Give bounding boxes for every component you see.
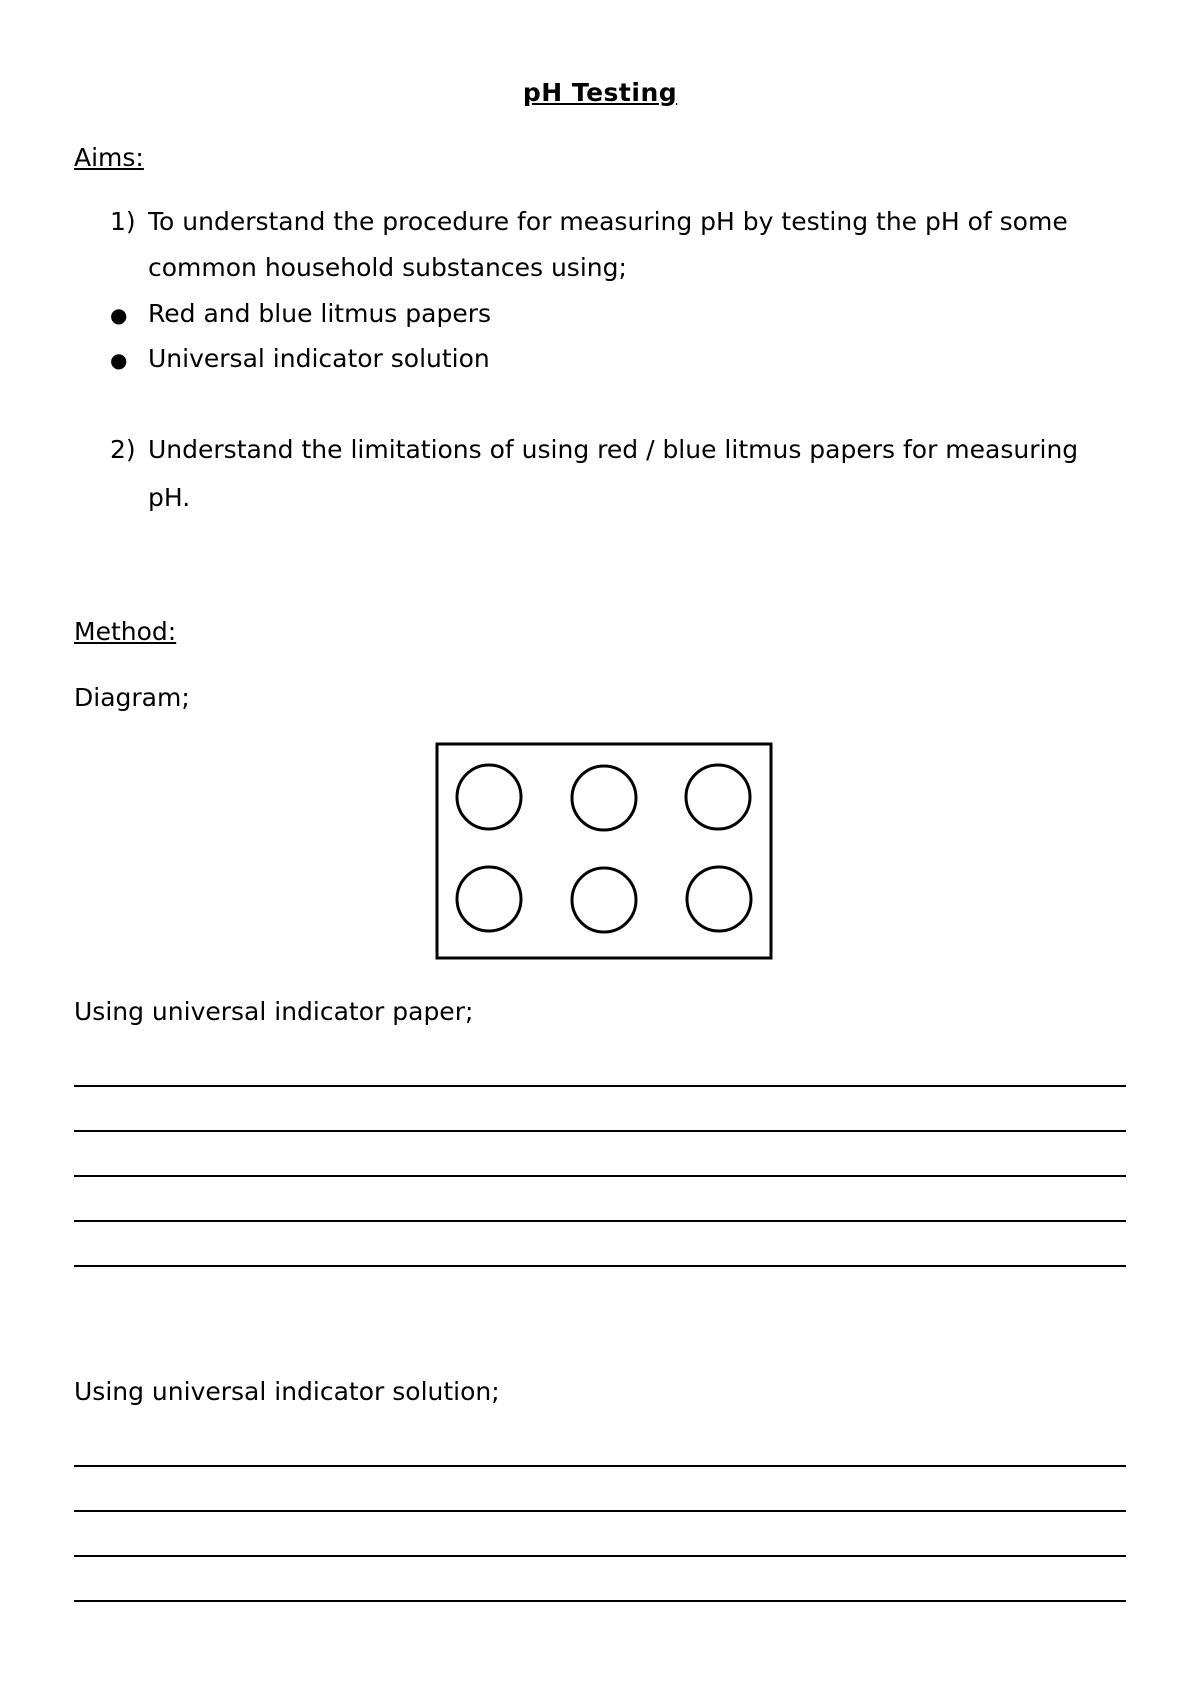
aim-1-text: To understand the procedure for measuring pH by testing the pH of some [148, 207, 1068, 236]
aim-bullet-item [110, 344, 490, 373]
section-label-indicator-paper: Using universal indicator paper; [74, 997, 474, 1026]
aim-1 [110, 207, 1068, 236]
spotting-tile-icon [435, 742, 775, 962]
diagram-label: Diagram; [74, 683, 190, 712]
answer-line[interactable] [74, 1130, 1126, 1132]
tile-well [457, 867, 521, 931]
bullet-icon: ● [110, 303, 128, 327]
aim-2-number: 2) [110, 435, 136, 464]
section-label-indicator-solution: Using universal indicator solution; [74, 1377, 500, 1406]
answer-line[interactable] [74, 1555, 1126, 1557]
answer-line[interactable] [74, 1600, 1126, 1602]
tile-well [572, 868, 636, 932]
tile-well [686, 765, 750, 829]
bullet-icon: ● [110, 348, 128, 372]
answer-line[interactable] [74, 1085, 1126, 1087]
answer-line[interactable] [74, 1175, 1126, 1177]
bullet-text: Red and blue litmus papers [148, 299, 492, 328]
tile-well [457, 765, 521, 829]
bullet-text: Universal indicator solution [148, 344, 490, 373]
answer-line[interactable] [74, 1510, 1126, 1512]
answer-line[interactable] [74, 1220, 1126, 1222]
answer-line[interactable] [74, 1465, 1126, 1467]
aim-1-number: 1) [110, 207, 136, 236]
tile-well [572, 766, 636, 830]
tile-well [687, 867, 751, 931]
method-heading: Method: [74, 617, 177, 646]
tile-outline [437, 744, 771, 958]
answer-line[interactable] [74, 1265, 1126, 1267]
aim-2-text-continued: pH. [148, 483, 191, 512]
aim-1-text-continued: common household substances using; [148, 253, 627, 282]
page-title: pH Testing [522, 78, 678, 107]
aim-2 [110, 435, 1078, 464]
aim-2-text: Understand the limitations of using red / blue litmus papers for measuring [148, 435, 1079, 464]
aim-bullet-item [110, 299, 491, 328]
aims-heading: Aims: [74, 143, 144, 172]
